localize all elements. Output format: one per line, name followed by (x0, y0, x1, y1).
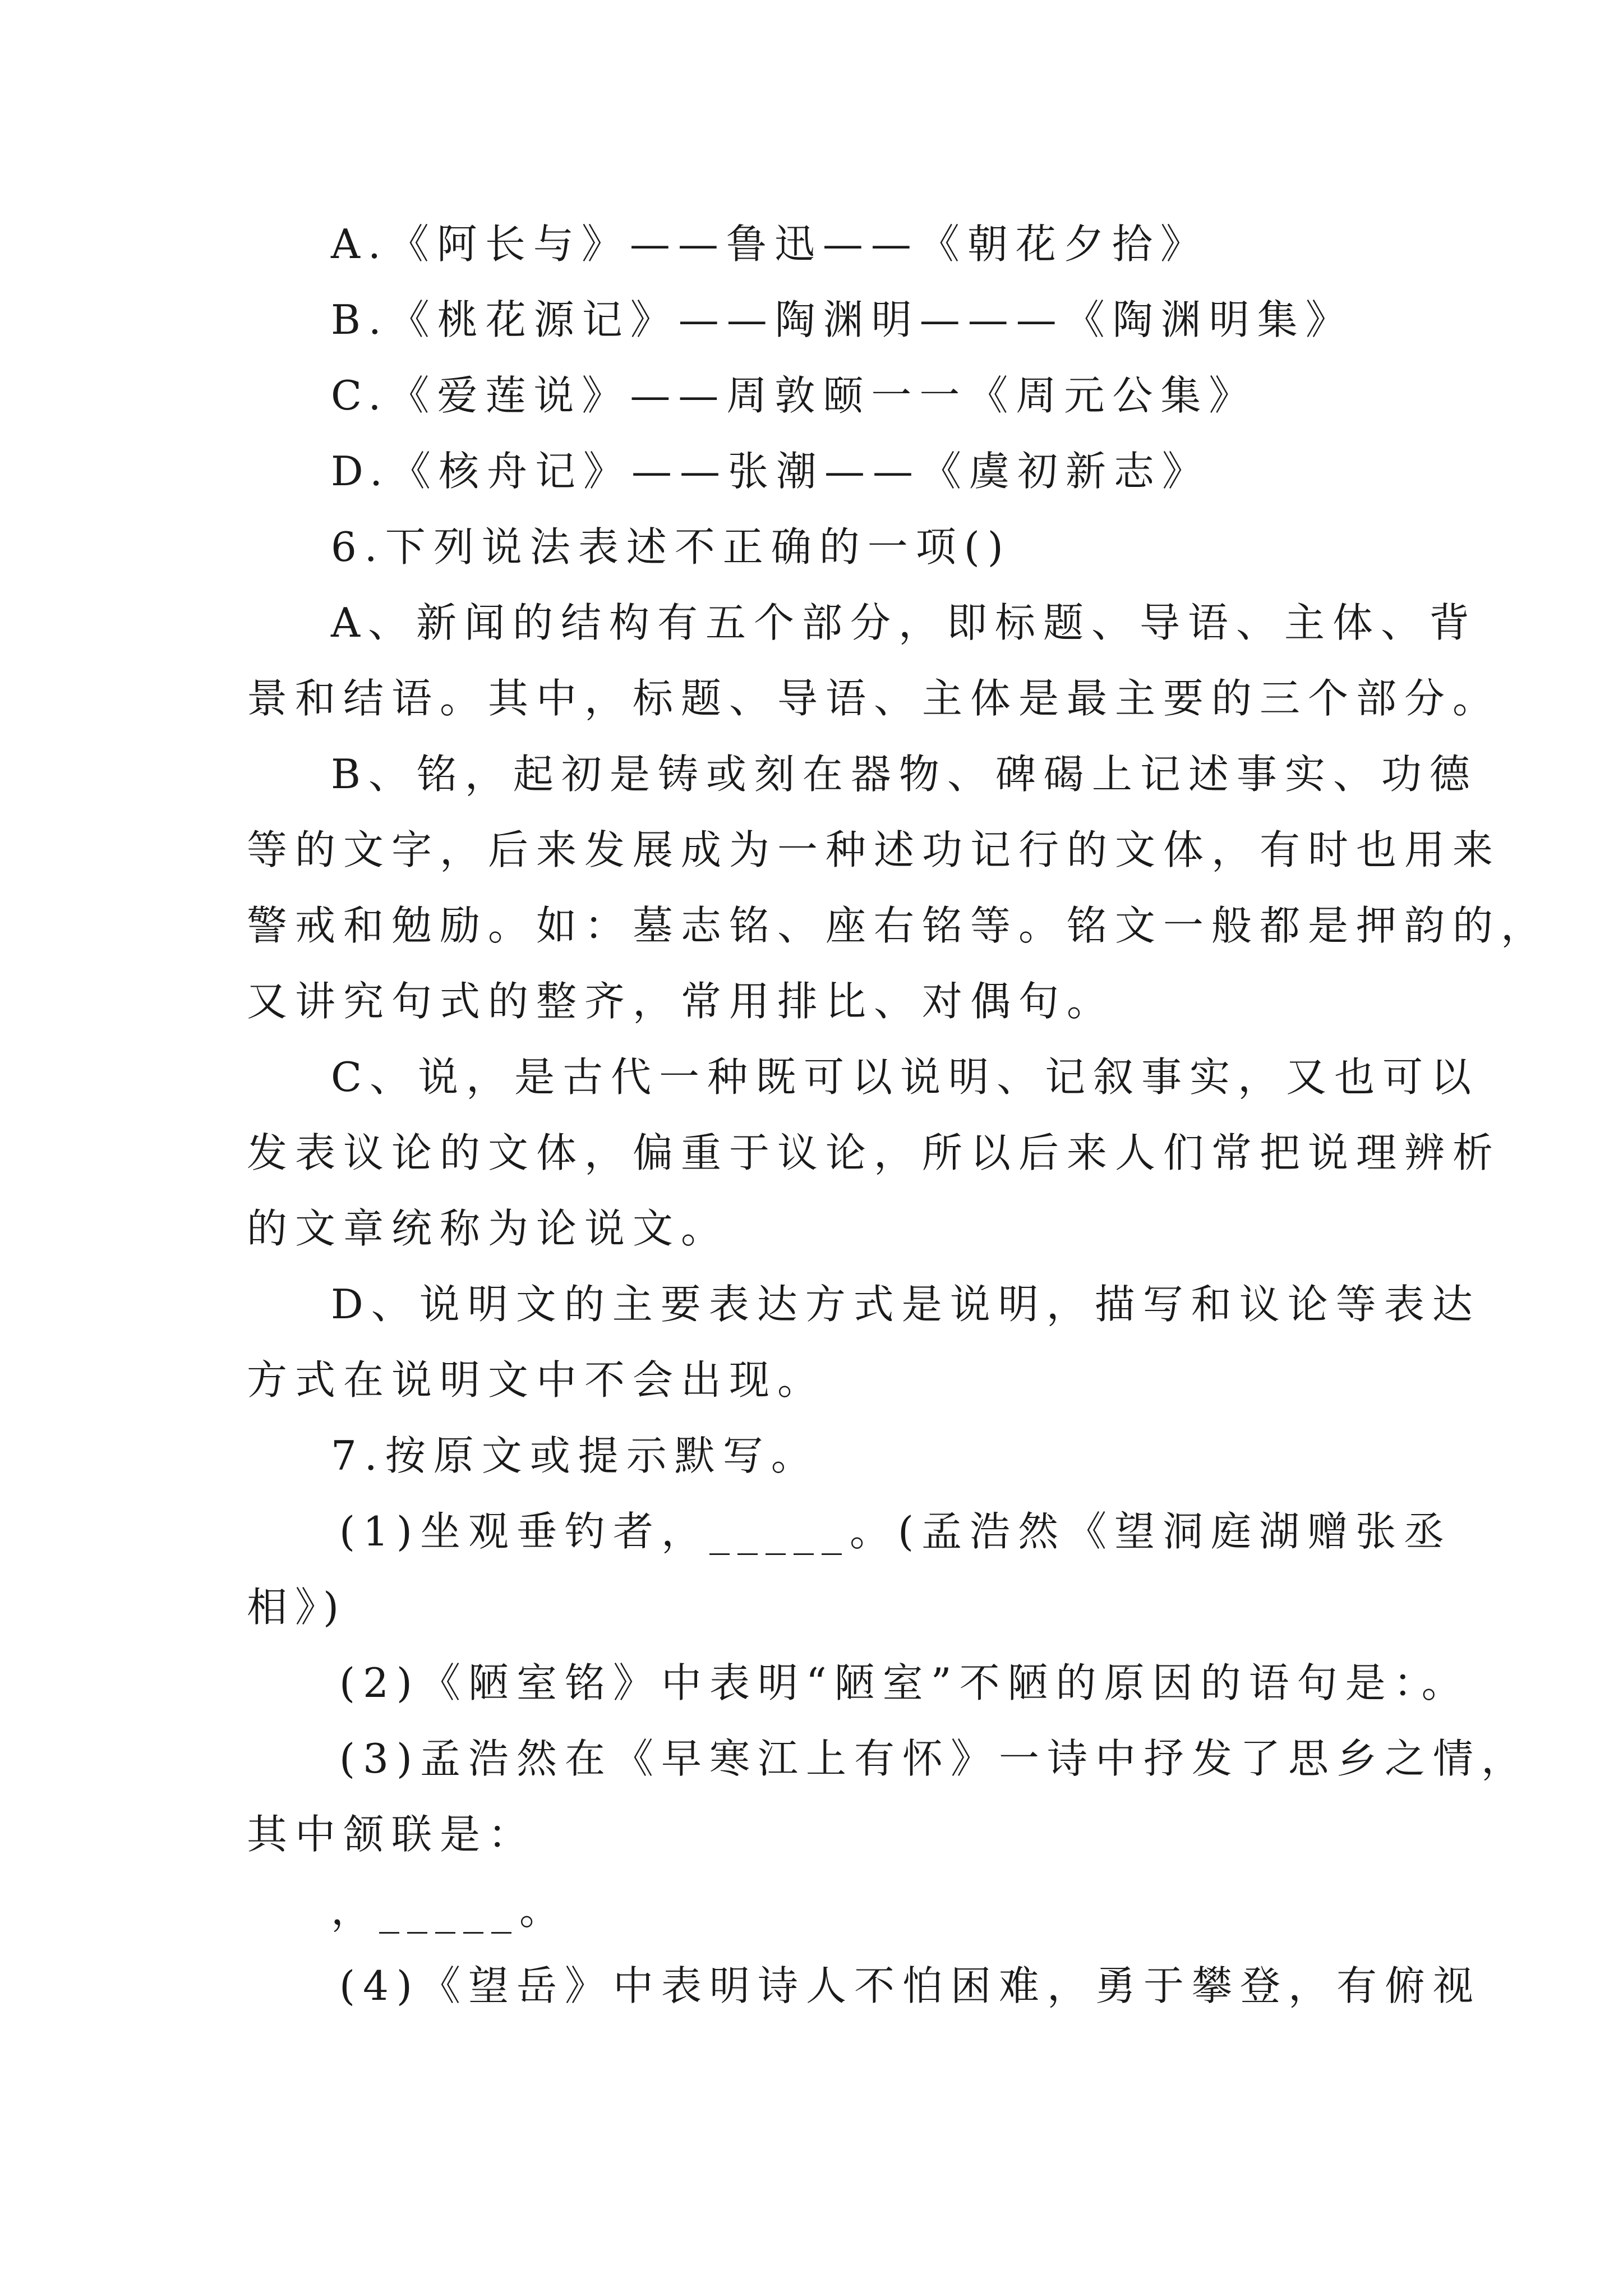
text-line: 6.下列说法表述不正确的一项() (331, 523, 1011, 570)
text-line: D、说明文的主要表达方式是说明，描写和议论等表达 (331, 1281, 1481, 1328)
text-line: D.《核舟记》——张潮——《虞初新志》 (331, 448, 1211, 495)
text-line: (4)《望岳》中表明诗人不怕困难，勇于攀登，有俯视 (339, 1962, 1481, 2009)
text-line: A.《阿长与》——鲁迅——《朝花夕拾》 (331, 220, 1209, 268)
text-line: 景和结语。其中，标题、导语、主体是最主要的三个部分。 (247, 675, 1501, 722)
text-line: C、说，是古代一种既可以说明、记叙事实，又也可以 (331, 1053, 1479, 1101)
text-line: 相》) (247, 1584, 347, 1631)
text-line: A、新闻的结构有五个部分，即标题、导语、主体、背 (331, 599, 1477, 646)
text-line: B、铭，起初是铸或刻在器物、碑碣上记述事实、功德 (331, 751, 1478, 798)
text-line: 方式在说明文中不会出现。 (247, 1356, 826, 1404)
text-line: 又讲究句式的整齐，常用排比、对偶句。 (247, 978, 1115, 1025)
text-line: C.《爱莲说》——周敦颐一一《周元公集》 (331, 372, 1257, 419)
text-line: (1)坐观垂钓者，_____。(孟浩然《望洞庭湖赠张丞 (339, 1508, 1453, 1555)
text-line: 的文章统称为论说文。 (247, 1205, 730, 1252)
text-line: 发表议论的文体，偏重于议论，所以后来人们常把说理辨析 (247, 1129, 1501, 1176)
text-line: 警戒和勉励。如：墓志铭、座右铭等。铭文一般都是押韵的， (247, 902, 1550, 949)
text-line: ，_____。 (331, 1887, 568, 1934)
text-line: (3)孟浩然在《早寒江上有怀》一诗中抒发了思乡之情， (339, 1735, 1529, 1782)
text-line: (2)《陋室铭》中表明“陋室”不陋的原因的语句是：。 (339, 1659, 1470, 1706)
text-line: B.《桃花源记》——陶渊明———《陶渊明集》 (331, 296, 1354, 343)
text-line: 7.按原文或提示默写。 (331, 1432, 819, 1479)
text-line: 其中颔联是： (247, 1811, 537, 1858)
text-line: 等的文字，后来发展成为一种述功记行的文体，有时也用来 (247, 826, 1501, 873)
